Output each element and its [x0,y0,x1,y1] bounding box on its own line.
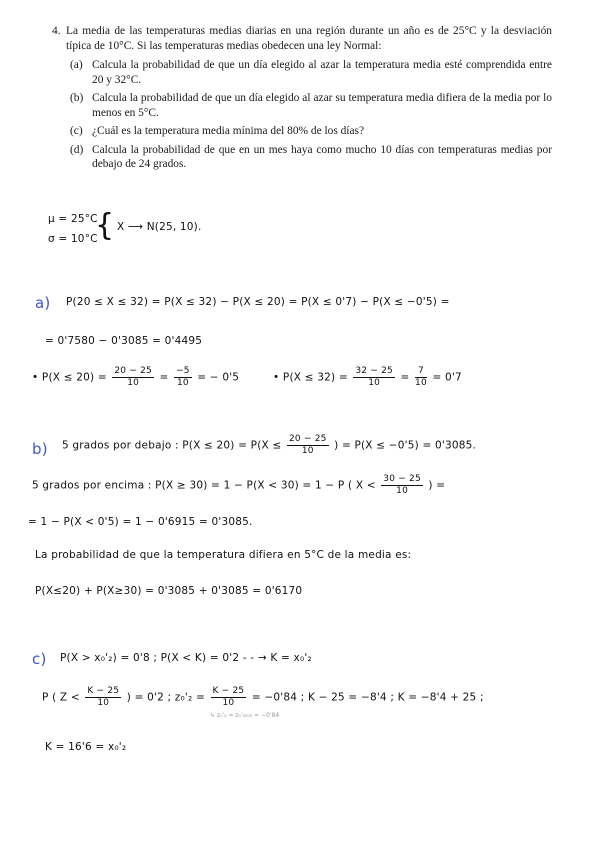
frac-b-below: $\frac{20 - 25}{10}$ [288,434,327,456]
hw-c-line2: P ( Z < $\frac{K - 25}{10}$ ) = 0'2 ; z₀'₂ = $\frac{K - 25}{10}$ = −0'84 ; K − 25 = −8'4 ; K = −8'4 + 25 ; [42,686,484,708]
hw-c-line1: P(X > x₀'₂) = 0'8 ; P(X < K) = 0'2 - - → K = x₀'₂ [60,652,312,664]
problem-statement [52,24,552,176]
frac-p32-b: $\frac{7}{10}$ [415,366,427,388]
hw-sigma: σ = 10°C [48,233,98,245]
part-b: (b) Calcula la probabilidad de que un día elegido al azar su temperatura media difiera de la media por lo menos en 5°C. [70,92,552,119]
hw-b-line4: La probabilidad de que la temperatura difiera en 5°C de la media es: [35,549,412,561]
hw-label-a: a) [35,294,51,312]
hw-c-line3: K = 16'6 = x₀'₂ [45,741,127,753]
hw-mu: μ = 25°C [48,213,98,225]
frac-b-above: $\frac{30 - 25}{10}$ [383,474,421,496]
part-c: (c) ¿Cuál es la temperatura media mínima del 80% de los días? [70,125,365,137]
hw-brace: { [95,208,115,243]
frac-c-1: $\frac{K - 25}{10}$ [87,686,120,708]
part-d: (d) Calcula la probabilidad de que en un mes haya como mucho 10 días con temperaturas medias por debajo de 24 grados. [70,143,552,170]
hw-b-line5: P(X≤20) + P(X≥30) = 0'3085 + 0'3085 = 0'6170 [35,585,303,597]
part-a: (a) Calcula la probabilidad de que un día elegido al azar la temperatura media esté comprendida entre 20 y 32°C. [70,59,552,86]
hw-a-p32: • P(X ≤ 32) = $\frac{32 - 25}{10}$ = $\frac{7}{10}$ = 0'7 [273,366,462,388]
frac-c-2: $\frac{K - 25}{10}$ [212,686,245,708]
problem-parts [70,58,552,172]
problem-number: 4. [52,25,61,37]
hw-b-above: 5 grados por encima : P(X ≥ 30) = 1 − P(X < 30) = 1 − P ( X < $\frac{30 - 25}{10}$ ) = [32,474,446,496]
hw-b-line3: = 1 − P(X < 0'5) = 1 − 0'6915 = 0'3085. [28,516,253,528]
hw-label-b: b) [32,440,48,458]
hw-b-below: 5 grados por debajo : P(X ≤ 20) = P(X ≤ $\frac{20 - 25}{10}$ ) = P(X ≤ −0'5) = 0'3085. [62,434,477,456]
hw-distribution: X ⟶ N(25, 10). [117,221,202,233]
hw-a-line1: P(20 ≤ X ≤ 32) = P(X ≤ 32) − P(X ≤ 20) = P(X ≤ 0'7) − P(X ≤ −0'5) = [66,296,450,308]
problem-text: La media de las temperaturas medias diarias en una región durante un año es de 25°C y la desviación típica de 10°C. Si las temperaturas medias obedecen una ley Normal: [66,25,552,52]
hw-c-note: ↳ z₀'₂ ≃ z₀'₂₀₀₅ = −0'84 [210,712,280,719]
hw-a-p20: • P(X ≤ 20) = $\frac{20 - 25}{10}$ = $\frac{-5}{10}$ = − 0'5 [32,366,240,388]
hw-label-c: c) [32,650,47,668]
hw-a-line2: = 0'7580 − 0'3085 = 0'4495 [45,335,203,347]
frac-p20-b: $\frac{-5}{10}$ [176,366,190,388]
frac-p20: $\frac{20 - 25}{10}$ [114,366,152,388]
frac-p32: $\frac{32 - 25}{10}$ [355,366,393,388]
